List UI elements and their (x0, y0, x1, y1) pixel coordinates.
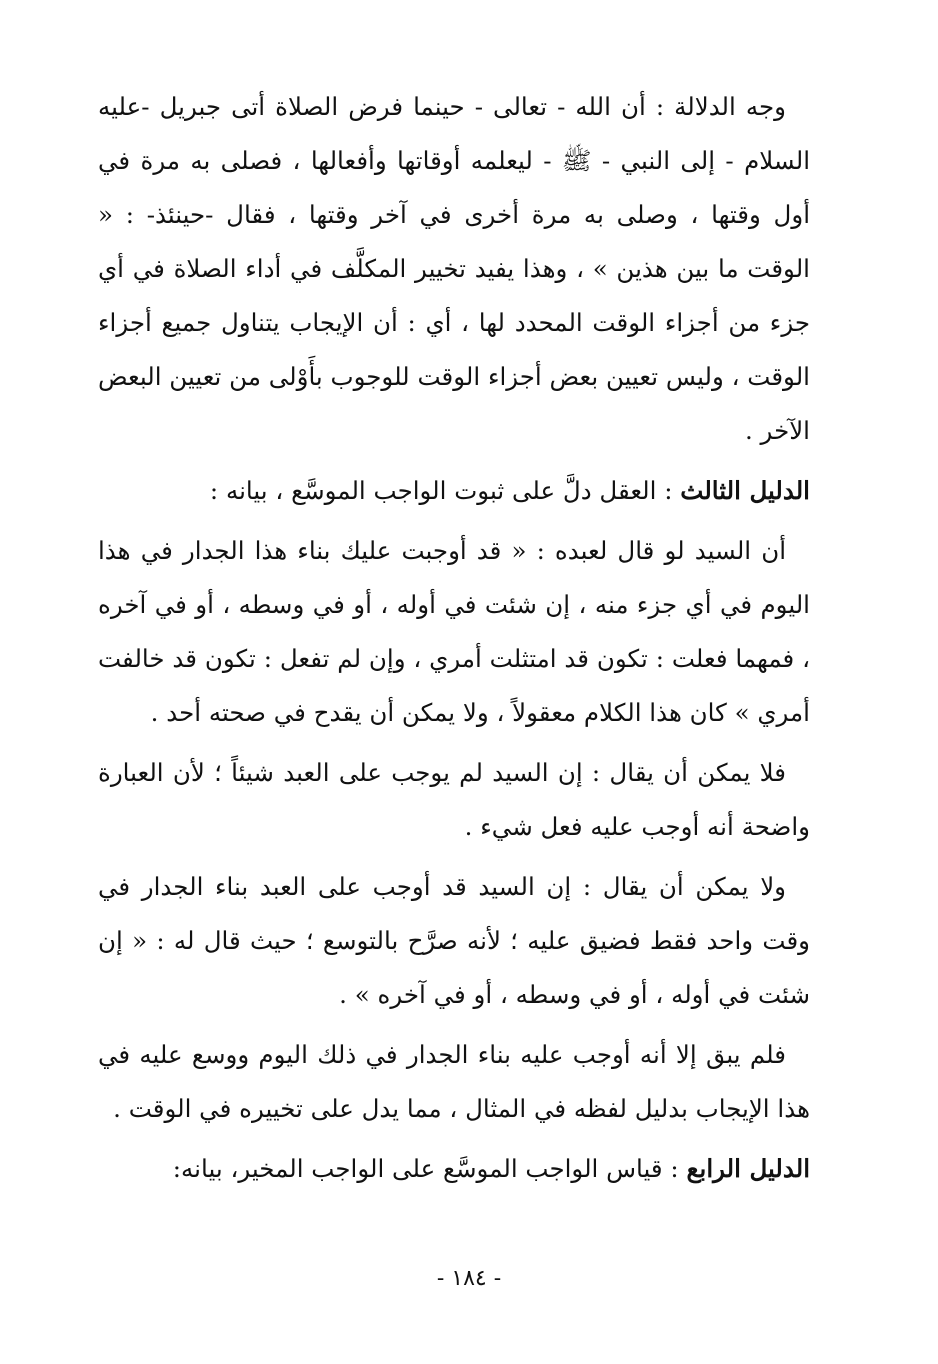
heading-fourth-proof-text: : قياس الواجب الموسَّع على الواجب المخير، بيانه: (172, 1154, 687, 1183)
heading-third-proof-term: الدليل الثالث (680, 476, 810, 505)
heading-third-proof (98, 464, 810, 518)
paragraph-master-example: أن السيد لو قال لعبده : « قد أوجبت عليك بناء هذا الجدار في هذا اليوم في أي جزء منه ، إن شئت في أوله ، أو في وسطه ، أو في آخره ، فمهما فعلت : تكون قد امتثلت أمري ، وإن لم تفعل : تكون قد خالفت أمري » كان هذا الكلام معقولاً ، ولا يمكن أن يقدح في صحته أحد . (98, 536, 810, 727)
heading-fourth-proof-term: الدليل الرابع (686, 1154, 810, 1183)
paragraph-cannot-say-nothing: فلا يمكن أن يقال : إن السيد لم يوجب على العبد شيئاً ؛ لأن العبارة واضحة أنه أوجب عليه فعل شيء . (98, 758, 810, 841)
page-number: - ١٨٤ - (436, 1266, 502, 1291)
document-body (98, 80, 810, 1196)
heading-fourth-proof (98, 1142, 810, 1196)
paragraph-cannot-say-single-time: ولا يمكن أن يقال : إن السيد قد أوجب على العبد بناء الجدار في وقت واحد فقط فضيق عليه ؛ لأنه صرَّح بالتوسع ؛ حيث قال له : « إن شئت في أوله ، أو في وسطه ، أو في آخره » . (98, 872, 810, 1009)
paragraph-indication: وجه الدلالة : أن الله - تعالى - حينما فرض الصلاة أتى جبريل -عليه السلام - إلى النبي - ﷺ - ليعلمه أوقاتها وأفعالها ، فصلى به مرة في أول وقتها ، وصلى به مرة أخرى في آخر وقتها ، فقال -حينئذ- : « الوقت ما بين هذين » ، وهذا يفيد تخيير المكلَّف في أداء الصلاة في أي جزء من أجزاء الوقت المحدد لها ، أي : أن الإيجاب يتناول جميع أجزاء الوقت ، وليس تعيين بعض أجزاء الوقت للوجوب بأَوْلى من تعيين البعض الآخر . (98, 92, 810, 445)
heading-third-proof-text: : العقل دلَّ على ثبوت الواجب الموسَّع ، بيانه : (209, 476, 681, 505)
paragraph-conclusion: فلم يبق إلا أنه أوجب عليه بناء الجدار في ذلك اليوم ووسع عليه في هذا الإيجاب بدليل لفظه في المثال ، مما يدل على تخييره في الوقت . (98, 1040, 810, 1123)
